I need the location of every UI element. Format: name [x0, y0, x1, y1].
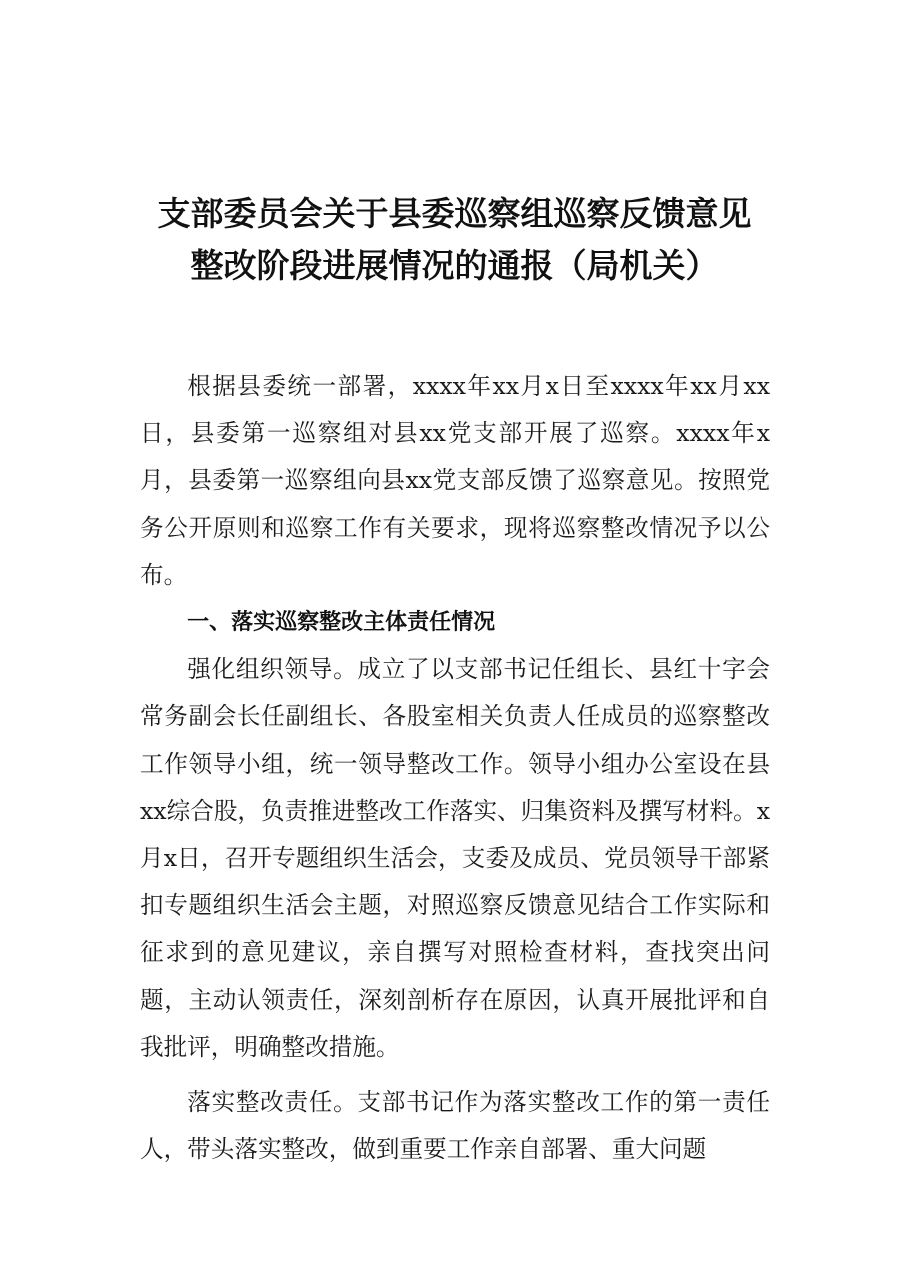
title-line-1: 支部委员会关于县委巡察组巡察反馈意见	[157, 194, 752, 233]
intro-paragraph: 根据县委统一部署，xxxx年xx月x日至xxxx年xx月xx日，县委第一巡察组对县xx党支部开展了巡察。xxxx年x月，县委第一巡察组向县xx党支部反馈了巡察意见。按照党务公开原则和巡察工作有关要求，现将巡察整改情况予以公布。	[140, 372, 770, 589]
body-paragraph: 强化组织领导。成立了以支部书记任组长、县红十字会常务副会长任副组长、各股室相关负责人任成员的巡察整改工作领导小组，统一领导整改工作。领导小组办公室设在县xx综合股，负责推进整改工作落实、归集资料及撰写材料。x月x日，召开专题组织生活会，支委及成员、党员领导干部紧扣专题组织生活会主题，对照巡察反馈意见结合工作实际和征求到的意见建议，亲自撰写对照检查材料，查找突出问题，主动认领责任，深刻剖析存在原因，认真开展批评和自我批评，明确整改措施。	[140, 655, 770, 1061]
document-title	[100, 188, 809, 292]
body-paragraph: 落实整改责任。支部书记作为落实整改工作的第一责任人，带头落实整改，做到重要工作亲自部署、重大问题	[140, 1088, 770, 1164]
title-line-2: 整改阶段进展情况的通报（局机关）	[190, 246, 719, 285]
document-body	[140, 363, 770, 1173]
section-heading: 一、落实巡察整改主体责任情况	[187, 610, 496, 636]
